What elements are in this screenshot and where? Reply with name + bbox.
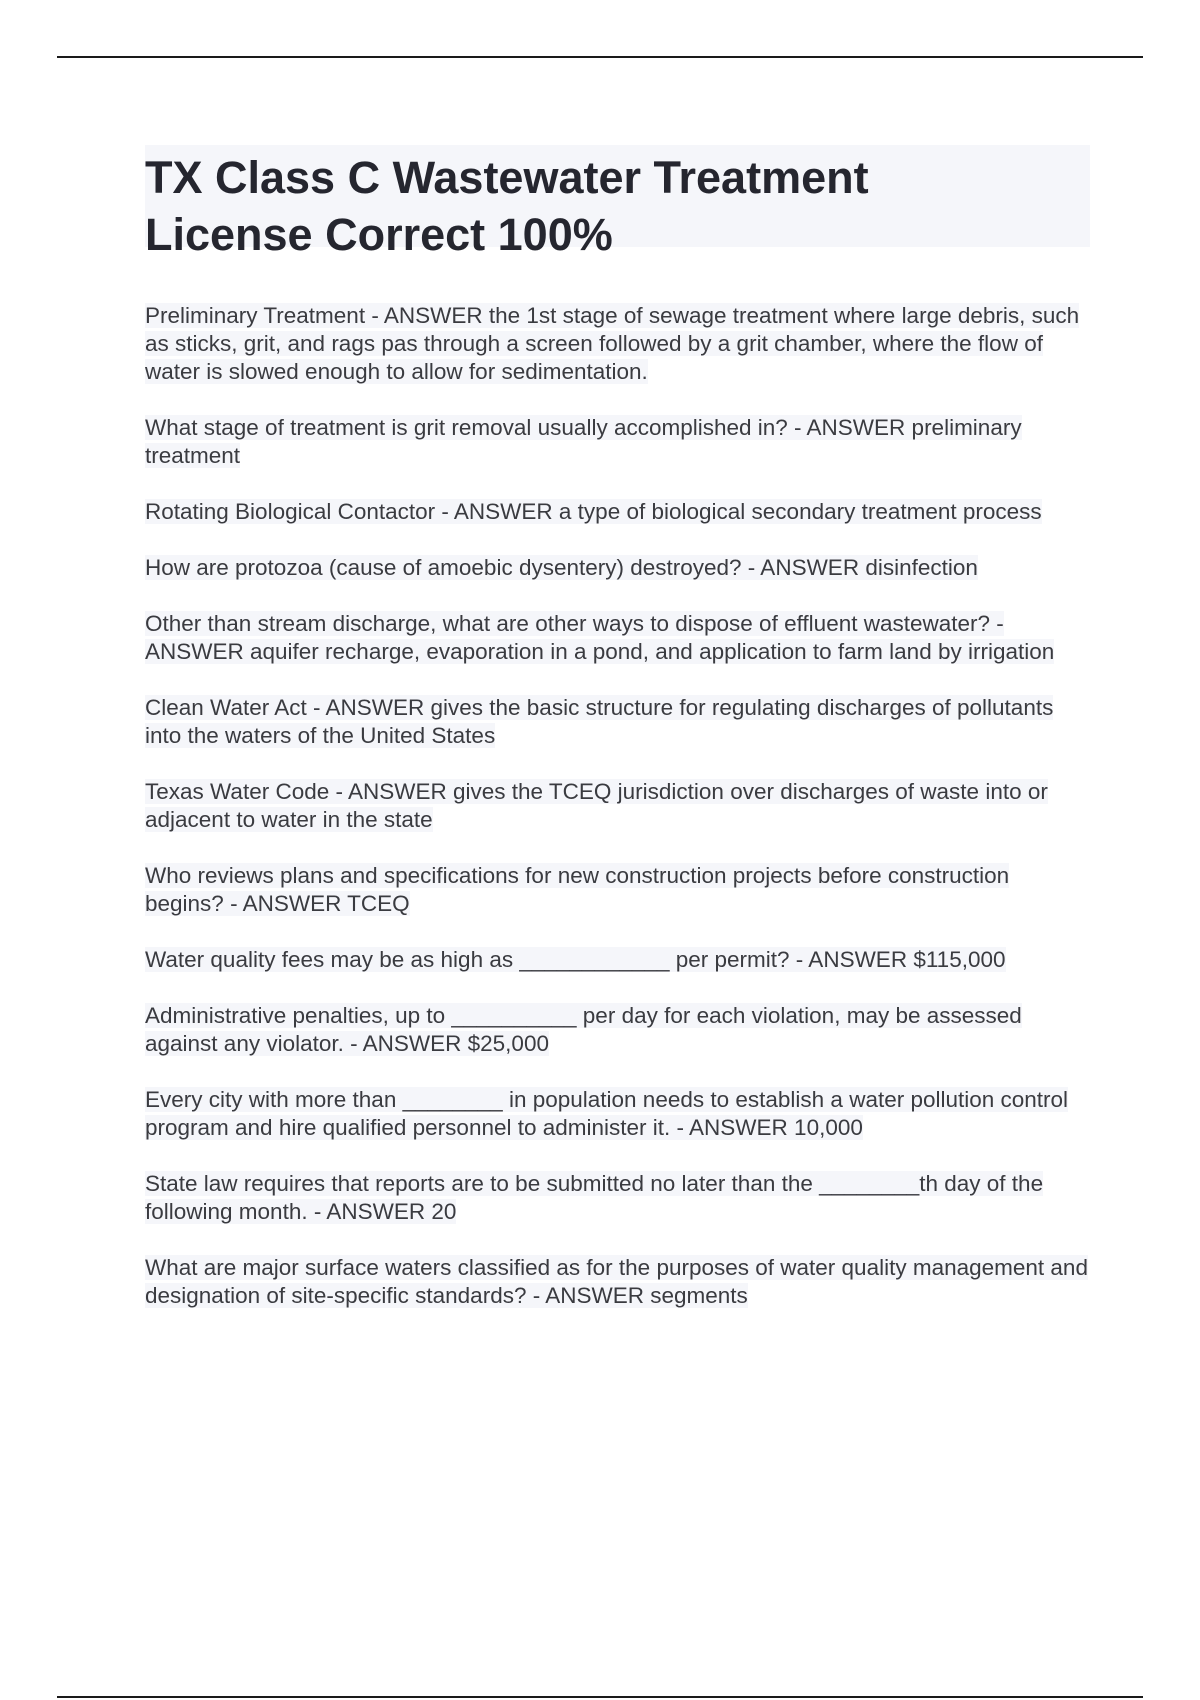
qa-item: Water quality fees may be as high as ____________ per permit? - ANSWER $115,000 <box>145 947 1006 972</box>
top-divider <box>57 56 1143 58</box>
qa-item: What stage of treatment is grit removal usually accomplished in? - ANSWER preliminary treatment <box>145 415 1022 468</box>
title-line-2: License Correct 100% <box>145 209 613 260</box>
qa-item: Rotating Biological Contactor - ANSWER a type of biological secondary treatment process <box>145 499 1042 524</box>
qa-item: Every city with more than ________ in population needs to establish a water pollution control program and hire qualified personnel to administer it. - ANSWER 10,000 <box>145 1087 1069 1140</box>
qa-item: Preliminary Treatment - ANSWER the 1st stage of sewage treatment where large debris, such as sticks, grit, and rags pas through a screen followed by a grit chamber, where the flow of water is slowed enough to allow for sedimentation. <box>145 303 1080 384</box>
qa-item: Administrative penalties, up to __________ per day for each violation, may be assessed against any violator. - ANSWER $25,000 <box>145 1003 1022 1056</box>
title-block <box>145 145 1090 260</box>
qa-list <box>145 302 1090 1310</box>
title-line-1: TX Class C Wastewater Treatment <box>145 152 869 203</box>
qa-item: Clean Water Act - ANSWER gives the basic structure for regulating discharges of pollutants into the waters of the United States <box>145 695 1054 748</box>
qa-item: Who reviews plans and specifications for new construction projects before construction begins? - ANSWER TCEQ <box>145 863 1010 916</box>
bottom-divider <box>57 1696 1143 1698</box>
document-content <box>145 145 1090 1338</box>
qa-item: Other than stream discharge, what are other ways to dispose of effluent wastewater? - ANSWER aquifer recharge, evaporation in a pond, and application to farm land by irrigation <box>145 611 1055 664</box>
qa-item: Texas Water Code - ANSWER gives the TCEQ jurisdiction over discharges of waste into or adjacent to water in the state <box>145 779 1048 832</box>
document-title <box>145 149 1090 263</box>
qa-item: How are protozoa (cause of amoebic dysentery) destroyed? - ANSWER disinfection <box>145 555 978 580</box>
qa-item: State law requires that reports are to be submitted no later than the ________th day of the following month. - ANSWER 20 <box>145 1171 1044 1224</box>
qa-item: What are major surface waters classified as for the purposes of water quality management and designation of site-specific standards? - ANSWER segments <box>145 1255 1088 1308</box>
